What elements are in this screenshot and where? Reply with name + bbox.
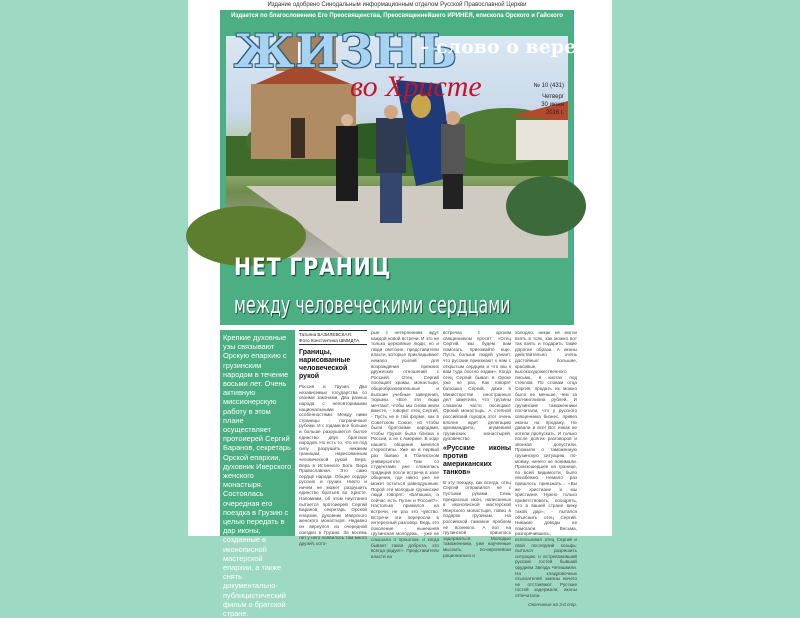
shrub (506, 176, 586, 236)
issue-number: № 10 (431) (533, 83, 564, 89)
church-door (291, 118, 305, 158)
lead-sidebar (220, 330, 295, 618)
article-heading: Границы, нарисованные человеческой рукой (299, 349, 351, 381)
issue-year: 2016 г. (545, 110, 564, 116)
man-head-2 (446, 111, 460, 125)
approval-note: Издание одобрено Синодальным информационным отделом Русской Православной Церкви (267, 2, 527, 8)
man-legs (380, 173, 402, 223)
issue-date: 30 июня (541, 102, 564, 108)
article-column-1 (299, 330, 367, 546)
man-head (384, 105, 398, 119)
man-carrying-icon-2 (441, 124, 465, 174)
article-subheading: «Русские иконы против американских танков» (443, 444, 511, 476)
article-column-4 (515, 330, 577, 607)
newspaper-slogan: – слово о вере (420, 36, 577, 58)
lead-text: Крепкие духовные узы связывают Орскую епархию с грузинским народом в течение восьми лет. Очень активную миссионерскую работу в этом плане осуществляет протоиерей Сергий Баранов, секретарь Орской епархии, духовник Иверского женского монастыря. Состоялась очередная его поездка в Грузию с целью передать в дар иконы, созданные в иконописной мастерской епархии, а также снять документально-публицистический фильм о братской стране. (223, 333, 292, 618)
headline-line-2: между человеческими сердцами (234, 291, 511, 319)
newspaper-title-main: ЖИЗНЬ (234, 24, 458, 78)
man-carrying-icon (376, 118, 406, 173)
house-wall (516, 120, 568, 160)
article-text: встречах с орским священником просят: «Отец Сергий, мы будем вам помогать, приезжайте еще. Пусть больше людей узнает, что русские приезжают к нам с открытым сердцем и что мы к вам туда охотно ездим». Когда отец Сергий бывал в Орске уже не раз, Как говорят батюшка Сергий, даже в Министерстве иностранных дел заметили, что грузины слишком часто посещают Орский монастырь. А степной российский городок этот очень вполне ждет делегацию архимандрита, игуменией грузинских монастырей, духовенство. (443, 330, 511, 442)
newspaper-title-sub: во Христе (350, 70, 482, 103)
continued-note: Окончание на 3-й стр. (528, 601, 577, 607)
article-text: Россия и Грузия. Два независимых государства со своими законами. Два разных народа с неповторимыми национальными особенностями. Между ними страницы - пограничные рубежи. И с годами все больше и больше разрушается былое единство двух братских народов. Но есть то, что не под силу разрушить никаким границам, нарисованным человеческой рукой. Вера. Вера в Истинного Бога. Вера Православная. Это само сердце народа. Общее сердце русских и грузин. Никто и ничем не может разрушить единство братьев во Христе. Напомним, об этом неустанно пытается протоиерей Сергий Баранов, секретарь Орской епархии, духовник Иверского женского монастыря. Недавно он вернулся из очередной поездки в Грузию. За восемь лет у него появилось там много друзей, кото- (299, 384, 367, 546)
man-legs-2 (443, 174, 463, 209)
article-column-3 (443, 330, 511, 558)
monk-figure (336, 126, 358, 201)
issue-day: Четверг (542, 94, 564, 100)
monk-head (341, 114, 353, 126)
headline-line-1: НЕТ ГРАНИЦ (234, 253, 392, 281)
article-column-2 (371, 330, 439, 559)
article-text: рые с нетерпением ждут каждой новой встречи. И это не только церковные люди, но и люди светские, представители власти, которые прикладывают немало усилий для возрождения прежних дружеских отношений с Россией. Отец Сергий посещает храмы, монастыри, общеобразовательные и высшие учебные заведения, тюрьмы. «Все эти люди мечтают, чтобы мы снова жили вместе, - говорит отец Сергий. - Пусть не в той форме, как в Советском Союзе, но чтобы были братскими народами, чтобы Грузия была близка к России, а не к Америке. В ходе нашего общения менялся стереотипы. Уже не в первый раз бываю в Тбилисском университете. Там со студентами уже сложилась традиция после встречи в зале общения, где никто уже не может остаться равнодушным. Порой эти молодые грузинские люди говорят: «Батюшка, а сейчас есть Путин и Россия?». Настолько прижился на встречи, не раз это чувство. Встречи эти переросли в интересный разговор. Ведь это поколение - нынешняя грузинская молодежь, - уже не слышала о прошлом, и когда бывает такая доброта, это всегда радует». Представители власти на (371, 330, 439, 559)
byline (299, 330, 367, 345)
byline-photo: Фото Константина ШМИДТА. (299, 337, 361, 343)
blessing-line: Издается по благословению Его Преосвященства, Преосвященнейшего ИРИНЕЯ, епископа Орского и Гайского (231, 13, 563, 19)
article-text: В эту поездку, как всегда, отец Сергий отправился не с пустыми руками. Семь прекрасных икон, написанных в иконописной мастерской Иверского монастыря, повез в подарок грузинам. На российской таможне проблем не возникло. А вот на грузинской пришлось задержаться. Молодые таможенники, уже наученные мыслить по-европейски рационально и (443, 479, 511, 558)
article-text: холодно, никак не могли взять в толк, как можно вот так взять и подарить такие дорогие образа. А иконы действительно очень достойные: большие, красивые, высокохудожественного письма, в киотах под стеклом. По словам отца Сергия, продать их можно было не меньше, чем за пол-миллиона рублей. И грузинские таможенники посчитали, что у русского священника бизнес, привез иконы на продажу. Не давали и все! Вот никак не хотели пропускать. И только после долгих разговоров и звонков допустили. Промыли о таможенную грузинскую ситуацию, по-моему, ничего не понимали. Произошедшее на границе, по всей видимости, было неизбежно. Немало раз пришлось приезжать... «Вы же христиане и мы христиане. Нужно только приветствовать, поощрять, что в вашей стране вижу такой дар», - пытался объяснить отец Сергий. Никакие доводы не помогали. Весьма, разгорячившись, использовал отец Сергий и свой последний козырь: пытался разрешить ситуацию и встревоживший русских гостей бывший орудием Звезда Четишвили. На кладровочных отыскателей законы ничего не отстаивают. Русские гостей задержали, иконы отпечатали. (515, 330, 577, 598)
issue-info (534, 82, 564, 117)
byline-author: Татьяна БАЗИЛЕВСКАЯ. (299, 332, 353, 337)
masthead (220, 10, 577, 325)
